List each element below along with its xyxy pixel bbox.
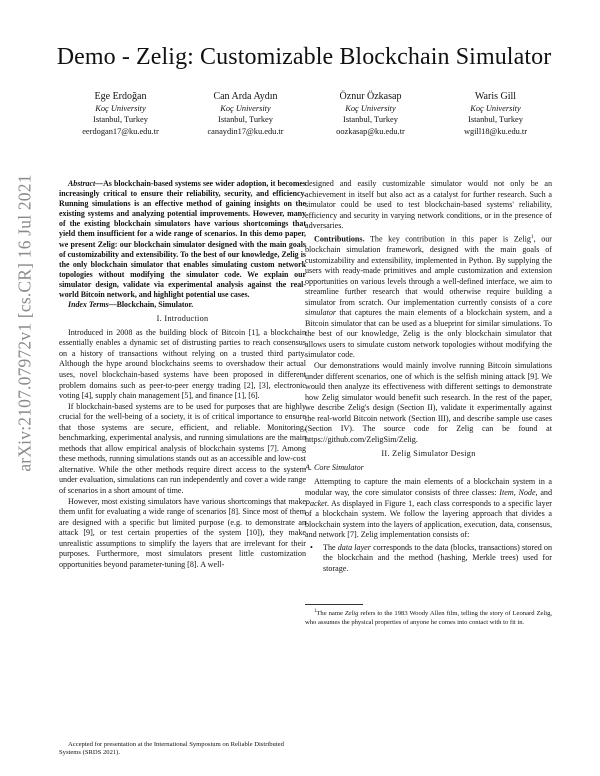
index-terms-text: —Blockchain, Simulator. (108, 300, 194, 310)
paragraph: Introduced in 2008 as the building block of Bitcoin [1], a blockchain essentially enables a dynamic set of distrusting parties to reach consensus on a history of transactions without relying on a trusted third party. Although the hype around blockchains seems to overshadow their actual uses, novel blockchain-based systems have been proposed in different problem domains such as peer-to-peer energy trading [2], [3], electronic voting [4], supply chain management [5], and finance [1], [6]. (59, 327, 306, 401)
paragraph: If blockchain-based systems are to be used for purposes that are highly crucial for the well-being of a society, it is of critical importance to ensure that those systems are secure, efficient, and reliable. Monitoring, benchmarking, experimental analysis, and running simulations are the main methods that allow empirical analysis of blockchain systems [7]. Among these methods, running simulations stands out as an accessible and low-cost alternative. While the other methods require direct access to the system under evaluation, simulations can run independently and cover a wide range of scenarios in a short amount of time. (59, 401, 306, 495)
author-name: Waris Gill (474, 91, 517, 102)
left-column (59, 179, 306, 570)
right-column (305, 179, 552, 627)
author (433, 90, 558, 137)
arxiv-identifier: arXiv:2107.07972v1 [cs.CR] 16 Jul 2021 (14, 174, 35, 472)
author (183, 90, 308, 137)
acceptance-note: Accepted for presentation at the International Symposium on Reliable Distributed Systems (SRDS 2021). (59, 741, 284, 757)
subsection-heading: A. Core Simulator (305, 462, 364, 472)
index-terms-lead: Index Terms (68, 300, 109, 310)
section-heading: II. Zelig Simulator Design (381, 449, 476, 459)
abstract-lead: Abstract (68, 179, 96, 188)
footnote: $^1$The name Zelig refers to the 1983 Woody Allen film, telling the story of Leonard Zelig, who assumes the physical properties of anyone he comes into contact with to fit in. (305, 609, 553, 626)
author-name: Can Arda Aydın (213, 91, 278, 102)
author (308, 90, 433, 137)
author-name: Ege Erdoğan (94, 91, 147, 102)
paragraph: Attempting to capture the main elements of a blockchain system in a modular way, the core simulator consists of three classes: Item, Node, and Packet. As displayed in Figure 1, each class corresponds to a specific layer of a blockchain system. We follow the layering approach that divides a blockchain system into the layers of application, execution, data, consensus, and network [7]. Zelig implementation consists of: (305, 477, 552, 540)
paragraph: However, most existing simulators have various shortcomings that make them unfit for evaluating a wide range of scenarios [8]. Since most of them are designed with a specific but limited purpose (e.g. to demonstrate an attack [9], or test certain properties of the system [10]), they make unrealistic assumptions to simplify the layers that are irrelevant for their purposes. Furthermore, most simulators present little customization opportunities beyond parameter-tuning [8]. A well- (59, 496, 306, 569)
author-affiliation: Koç University (345, 104, 396, 113)
author-email[interactable]: canaydin17@ku.edu.tr (207, 126, 284, 136)
bullet-icon: • (310, 542, 313, 552)
contributions-paragraph: Contributions. The key contribution in this paper is Zelig$^1$, our blockchain simulation framework, designed with the main goals of customizability and extensibility, implemented in Python. By supplying the users with ready-made primitives and ample customization and extension opportunities on various levels through a well-defined interface, we aim to streamline further research that would otherwise require building a simulator from scratch. Our implementation currently consists of a core simulator that captures the main elements of a blockchain system, and a Bitcoin simulator that can be used as a blueprint for similar simulations. To the best of our knowledge, Zelig is the only blockchain simulator that allows users to simulate custom network topologies without modifying the simulator code. (305, 233, 552, 360)
section-heading: I. Introduction (156, 314, 209, 324)
author-location: Istanbul, Turkey (218, 115, 273, 125)
author (58, 90, 183, 137)
contributions-lead: Contributions. (314, 234, 365, 244)
abstract (59, 179, 306, 300)
paper-title: Demo - Zelig: Customizable Blockchain Simulator (56, 44, 552, 70)
index-terms (59, 300, 306, 310)
paragraph: designed and easily customizable simulator would not only be an achievement in itself but also act as a catalyst for further research. Such a simulator could be used to test blockchain-based systems' reliability, efficiency and security in varying network conditions, or in the presence of adversaries. (305, 179, 552, 231)
footnote-marker: 1 (530, 233, 534, 240)
author-location: Istanbul, Turkey (468, 115, 523, 125)
paragraph: Our demonstrations would mainly involve running Bitcoin simulations under different scenarios, one of which is the selfish mining attack [9]. We would then analyze its effectiveness with different settings to demonstrate how Zelig simulator would benefit such research. In the rest of the paper, we describe Zelig's design (Section II), validate it experimentally against the real-world Bitcoin network (Section III), and describe sample use cases (Section IV). The source code for Zelig can be found at https://github.com/ZeligSim/Zelig. (305, 360, 552, 444)
author-affiliation: Koç University (470, 104, 521, 113)
list-item: • The data layer corresponds to the data (blocks, transactions) stored on the blockchain and the method (hashing, Merkle trees) used for storage. (310, 542, 553, 573)
author-location: Istanbul, Turkey (343, 115, 398, 125)
author-affiliation: Koç University (220, 104, 271, 113)
abstract-text: —As blockchain-based systems see wider adoption, it becomes increasingly critical to ensure their reliability, security, and efficiency. Running simulations is an effective method of gaining insights on the existing systems and analyzing potential improvements. However, many of the existing blockchain simulators have various shortcomings that yield them insufficient for a wide range of scenarios. In this demo paper, we present Zelig: our blockchain simulator designed with the main goals of customizability and extensibility. To the best of our knowledge, Zelig is the only blockchain simulator that enables simulating custom network topologies without modifying the simulator code. We explain our simulator design, validate via experimental analysis against the real-world Bitcoin network, and highlight potential use cases. (59, 179, 306, 300)
author-name: Öznur Özkasap (339, 91, 402, 102)
author-location: Istanbul, Turkey (93, 115, 148, 125)
author-block (58, 90, 558, 137)
author-email[interactable]: oozkasap@ku.edu.tr (336, 126, 405, 136)
author-email[interactable]: wgill18@ku.edu.tr (463, 126, 528, 136)
author-email[interactable]: eerdogan17@ku.edu.tr (82, 126, 159, 136)
footnote-rule (305, 604, 363, 605)
author-affiliation: Koç University (95, 104, 146, 113)
